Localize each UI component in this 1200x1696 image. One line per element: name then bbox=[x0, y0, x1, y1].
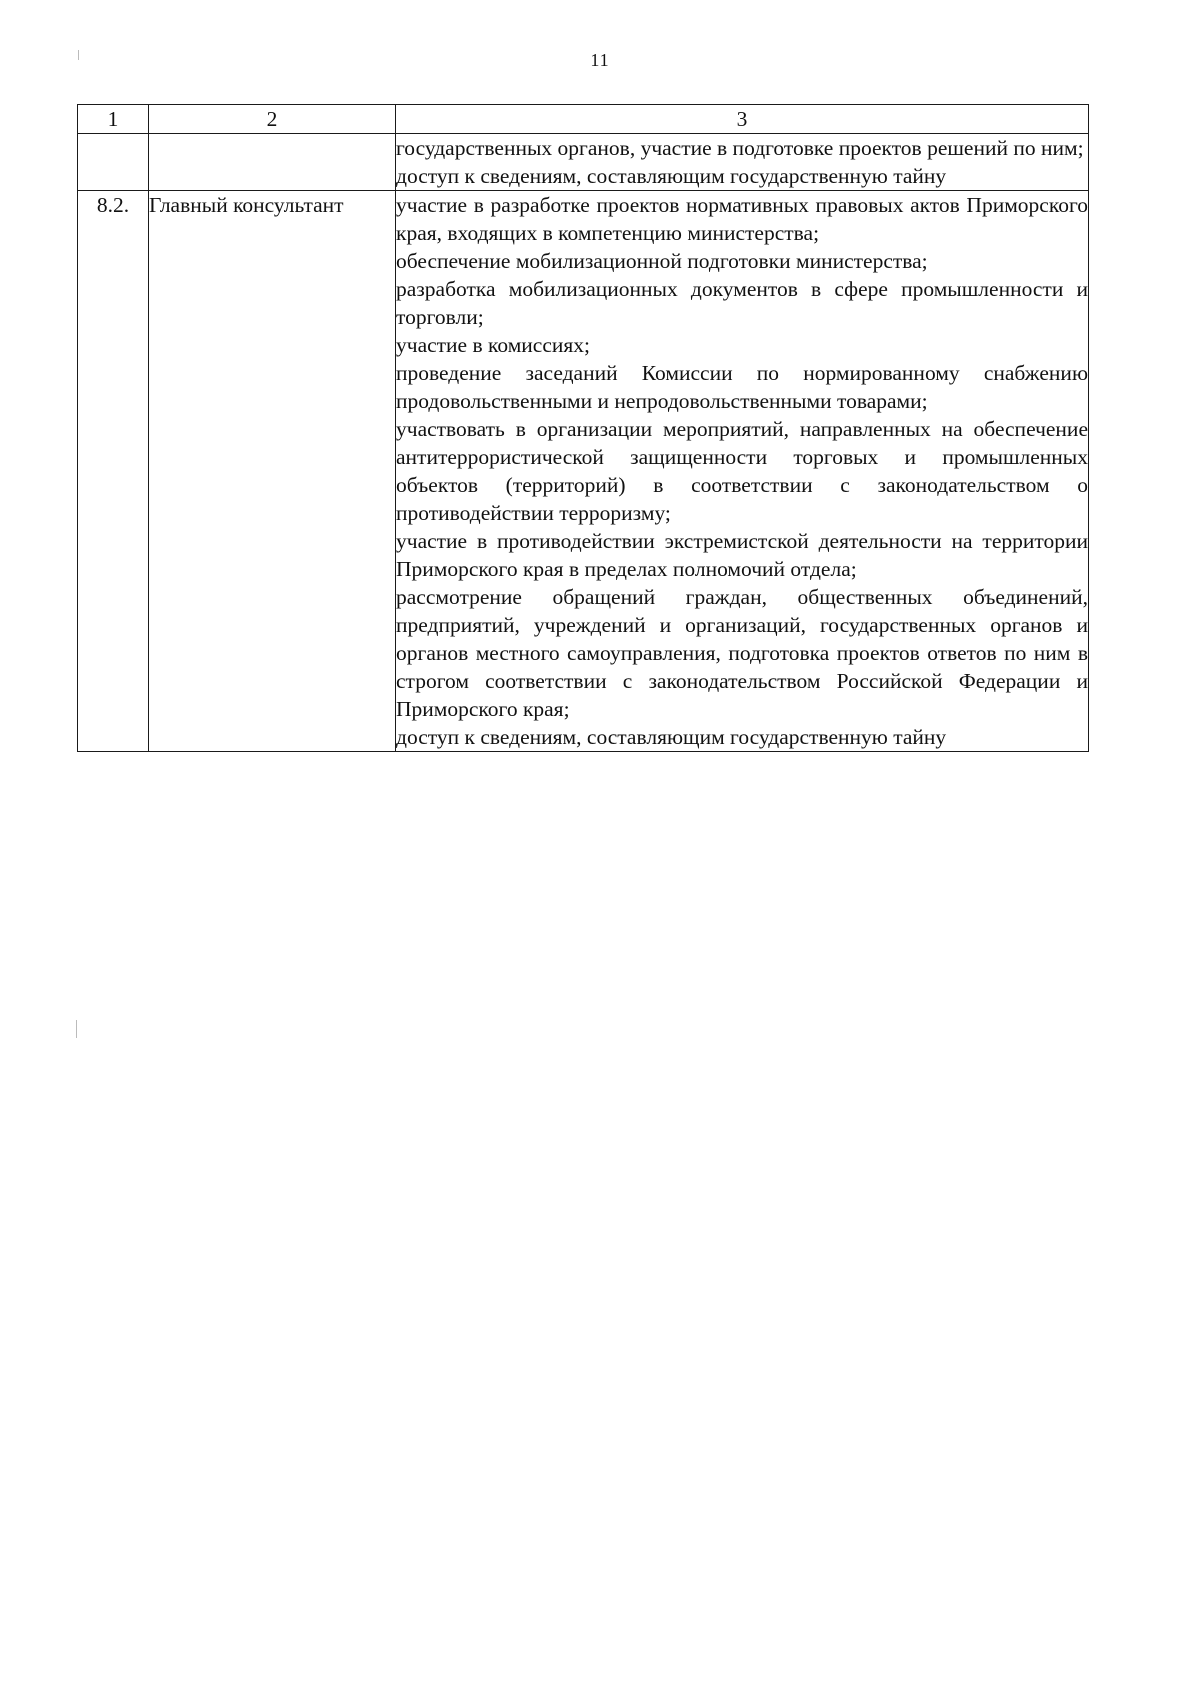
duty-item: разработка мобилизационных документов в сфере промышленности и торговли; bbox=[396, 277, 1088, 329]
scan-mark bbox=[76, 1020, 77, 1038]
page-number: 11 bbox=[590, 50, 610, 70]
table-body bbox=[78, 134, 1089, 752]
duty-item: участие в разработке проектов нормативных правовых актов Приморского края, входящих в компетенцию министерства; bbox=[396, 193, 1088, 245]
duties-cell bbox=[396, 191, 1089, 752]
duty-item: участие в противодействии экстремистской деятельности на территории Приморского края в пределах полномочий отдела; bbox=[396, 529, 1088, 581]
duties-cell bbox=[396, 134, 1089, 191]
position-title-cell: Главный консультант bbox=[149, 191, 396, 752]
duty-item: государственных органов, участие в подготовке проектов решений по ним; bbox=[396, 136, 1084, 160]
row-number-cell: 8.2. bbox=[78, 191, 149, 752]
position-title-cell bbox=[149, 134, 396, 191]
column-header-position: 2 bbox=[149, 105, 396, 134]
table-row bbox=[78, 191, 1089, 752]
duties-table bbox=[77, 104, 1089, 752]
row-number-cell bbox=[78, 134, 149, 191]
table-row bbox=[78, 134, 1089, 191]
duty-item: участвовать в организации мероприятий, направленных на обеспечение антитеррористической защищенности торговых и промышленных объектов (территорий) в соответствии с законодательством о противодействии терроризму; bbox=[396, 417, 1088, 525]
duty-item: рассмотрение обращений граждан, общественных объединений, предприятий, учреждений и организаций, государственных органов и органов местного самоуправления, подготовка проектов ответов по ним в строгом соответствии с законодательством Российской Федерации и Приморского края; bbox=[396, 585, 1088, 721]
table-header-row bbox=[78, 105, 1089, 134]
duty-item: доступ к сведениям, составляющим государственную тайну bbox=[396, 725, 947, 749]
duty-item: проведение заседаний Комиссии по нормированному снабжению продовольственными и непродовольственными товарами; bbox=[396, 361, 1088, 413]
duty-item: обеспечение мобилизационной подготовки министерства; bbox=[396, 249, 928, 273]
duty-item: доступ к сведениям, составляющим государственную тайну bbox=[396, 164, 947, 188]
duty-item: участие в комиссиях; bbox=[396, 333, 591, 357]
column-header-number: 1 bbox=[78, 105, 149, 134]
scan-mark bbox=[78, 50, 79, 60]
column-header-duties: 3 bbox=[396, 105, 1089, 134]
